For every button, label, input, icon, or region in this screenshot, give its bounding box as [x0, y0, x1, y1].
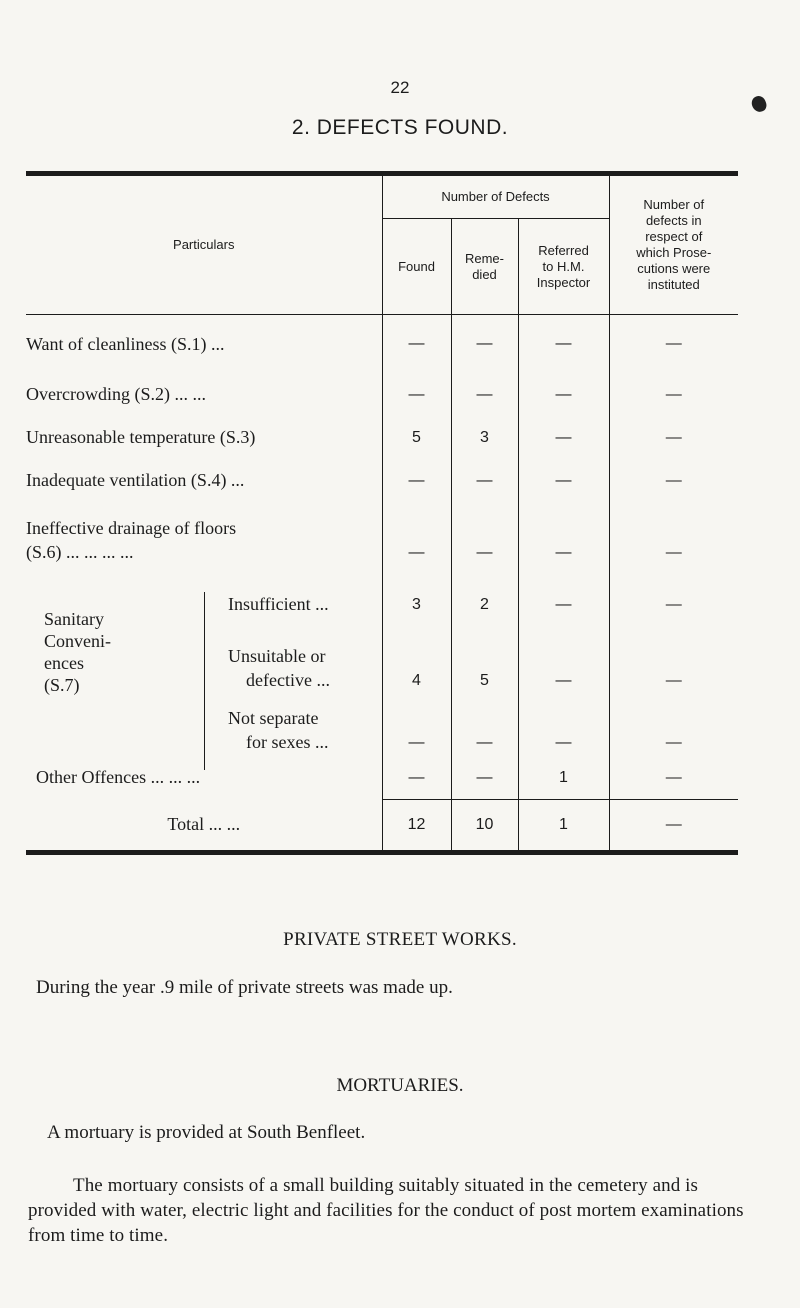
page-number: 22 — [390, 78, 410, 97]
table-row — [26, 459, 738, 502]
cell-prosecutions: — — [609, 502, 738, 570]
table-row — [26, 315, 738, 374]
sanitary-item-label: Insufficient ... — [228, 594, 329, 614]
total-row — [26, 800, 738, 853]
section-title: 2. DEFECTS FOUND. — [291, 116, 509, 139]
row-label: Unreasonable temperature (S.3) — [26, 427, 256, 447]
sanitary-group-label — [44, 608, 144, 696]
header-referred: Referred to H.M. Inspector — [518, 219, 609, 315]
cell-referred: — — [518, 570, 609, 618]
cell-remedied: — — [451, 756, 518, 800]
row-label-line: (S.6) ... ... ... ... — [26, 542, 134, 562]
cell-found: — — [382, 502, 451, 570]
total-referred: 1 — [518, 800, 609, 853]
cell-prosecutions: — — [609, 373, 738, 416]
row-label: Inadequate ventilation (S.4) ... — [26, 470, 245, 490]
cell-referred: — — [518, 315, 609, 374]
cell-referred: 1 — [518, 756, 609, 800]
cell-prosecutions: — — [609, 694, 738, 756]
total-found: 12 — [382, 800, 451, 853]
header-prosecutions: Number of defects in respect of which Prose- cutions were instituted — [609, 174, 738, 315]
mortuaries-text-2: The mortuary consists of a small building suitably situated in the cemetery and is provided with water, electric light and facilities for the conduct of post mortem examinations from time to time. — [28, 1175, 744, 1246]
defects-table — [26, 171, 738, 855]
cell-prosecutions: — — [609, 416, 738, 459]
cell-found: 5 — [382, 416, 451, 459]
mortuaries-title: MORTUARIES. — [336, 1075, 464, 1096]
header-number-of-defects: Number of Defects — [382, 174, 609, 219]
row-label-line: Ineffective drainage of floors — [26, 518, 237, 538]
cell-prosecutions: — — [609, 756, 738, 800]
cell-found: — — [382, 694, 451, 756]
cell-found: 3 — [382, 570, 451, 618]
sanitary-label-line: Conveni- — [44, 631, 111, 651]
cell-remedied: 3 — [451, 416, 518, 459]
cell-remedied: — — [451, 315, 518, 374]
cell-remedied: — — [451, 373, 518, 416]
cell-referred: — — [518, 618, 609, 694]
sanitary-label-line: ences — [44, 653, 84, 673]
cell-prosecutions: — — [609, 618, 738, 694]
cell-prosecutions: — — [609, 570, 738, 618]
table-row — [26, 416, 738, 459]
cell-referred: — — [518, 502, 609, 570]
total-prosecutions: — — [609, 800, 738, 853]
total-remedied: 10 — [451, 800, 518, 853]
table-row — [26, 756, 738, 800]
row-label-line: Not separate — [228, 708, 319, 728]
cell-found: — — [382, 315, 451, 374]
row-label-line: Unsuitable or — [228, 646, 326, 666]
sanitary-label-line: Sanitary — [44, 609, 104, 629]
private-street-works-text: During the year .9 mile of private streets was made up. — [36, 977, 453, 998]
row-label — [26, 502, 382, 570]
cell-referred: — — [518, 373, 609, 416]
header-remedied: Reme- died — [451, 219, 518, 315]
header-particulars: Particulars — [26, 174, 382, 315]
cell-referred: — — [518, 459, 609, 502]
cell-remedied: 2 — [451, 570, 518, 618]
table-row — [26, 373, 738, 416]
row-label: Other Offences ... ... ... — [36, 767, 201, 788]
row-label: Want of cleanliness (S.1) ... — [26, 333, 225, 354]
total-label: Total ... ... — [167, 814, 241, 835]
cell-remedied: 5 — [451, 618, 518, 694]
cell-prosecutions: — — [609, 315, 738, 374]
mortuaries-text-1: A mortuary is provided at South Benfleet. — [47, 1122, 366, 1143]
table-row — [26, 502, 738, 570]
cell-remedied: — — [451, 694, 518, 756]
row-label: Overcrowding (S.2) ... ... — [26, 384, 206, 404]
cell-referred: — — [518, 694, 609, 756]
cell-found: — — [382, 756, 451, 800]
cell-remedied: — — [451, 502, 518, 570]
cell-remedied: — — [451, 459, 518, 502]
header-found: Found — [382, 219, 451, 315]
cell-found: — — [382, 459, 451, 502]
cell-prosecutions: — — [609, 459, 738, 502]
row-label-line: defective ... — [246, 670, 330, 690]
cell-found: 4 — [382, 618, 451, 694]
cell-referred: — — [518, 416, 609, 459]
row-label-line: for sexes ... — [246, 732, 329, 752]
brace-icon — [204, 592, 219, 770]
table-row — [26, 694, 738, 756]
table-row — [26, 570, 738, 618]
sanitary-label-line: (S.7) — [44, 675, 80, 695]
cell-found: — — [382, 373, 451, 416]
private-street-works-title: PRIVATE STREET WORKS. — [283, 929, 517, 950]
